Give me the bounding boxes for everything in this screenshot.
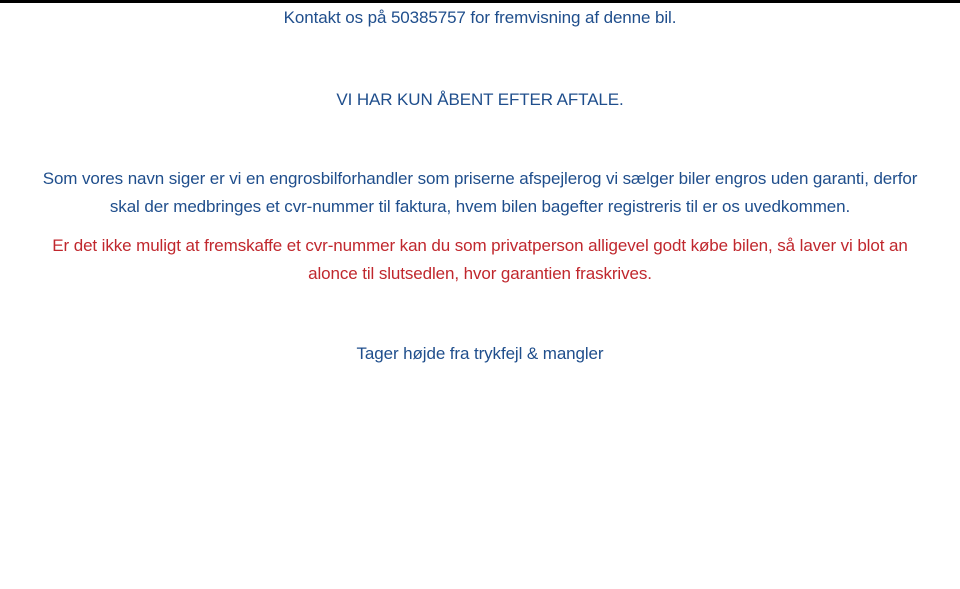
wholesale-paragraph-line: skal der medbringes et cvr-nummer til faktura, hvem bilen bagefter registreris til er os uvedkommen.: [109, 197, 851, 216]
print-error-disclaimer: Tager højde fra trykfejl & mangler: [356, 344, 604, 363]
contact-line: Kontakt os på 50385757 for fremvisning af denne bil.: [283, 8, 677, 27]
private-buyer-paragraph-line: alonce til slutsedlen, hvor garantien fraskrives.: [308, 264, 652, 283]
opening-hours-notice: VI HAR KUN ÅBENT EFTER AFTALE.: [336, 90, 624, 109]
private-buyer-paragraph-line: Er det ikke muligt at fremskaffe et cvr-nummer kan du som privatperson alligevel godt købe bilen, så laver vi blot an: [52, 236, 908, 255]
wholesale-paragraph-line: Som vores navn siger er vi en engrosbilforhandler som priserne afspejlerog vi sælger biler engros uden garanti, derfor: [42, 169, 918, 188]
